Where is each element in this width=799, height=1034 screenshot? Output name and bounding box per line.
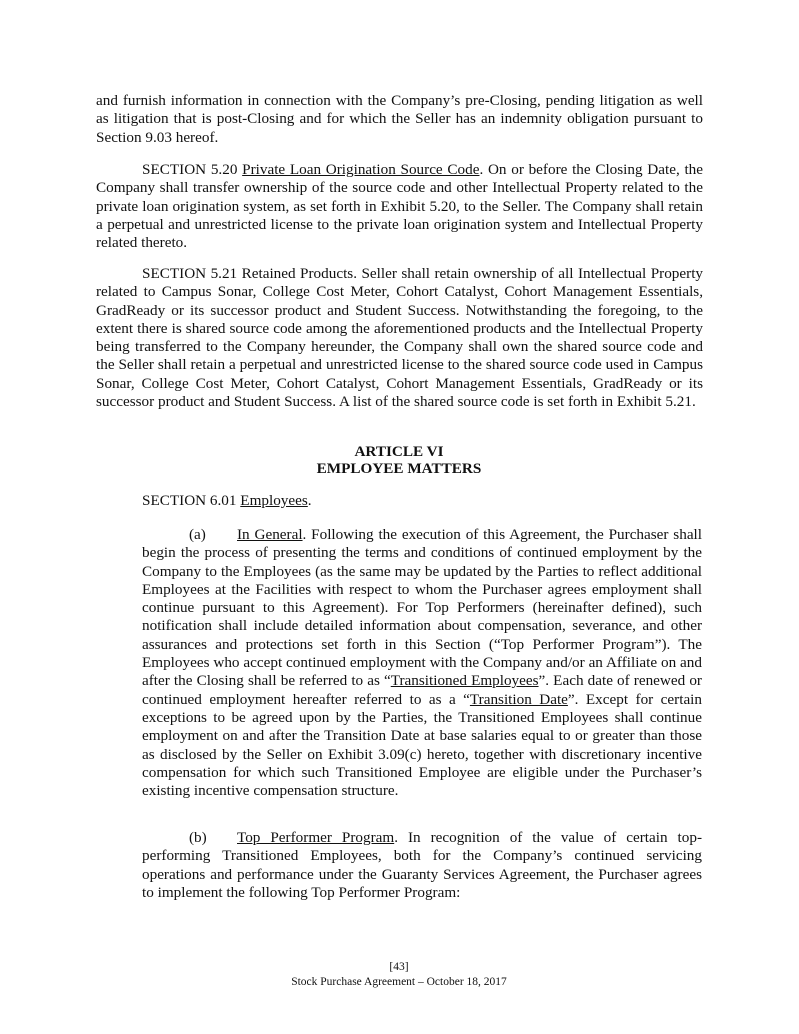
section-6-01-number: SECTION 6.01: [142, 492, 237, 509]
section-5-20: [96, 161, 703, 252]
section-5-20-heading: Private Loan Origination Source Code: [242, 161, 480, 178]
section-5-20-text: . On or before the Closing Date, the Company shall transfer ownership of the source code and other Intellectual Property related to the private loan origination system, as set forth in Exhibit 5.20, to the Seller. The Company shall retain a perpetual and unrestricted license to the private loan origination system and Intellectual Property related thereto.: [96, 161, 704, 252]
article-title: EMPLOYEE MATTERS: [316, 460, 482, 477]
section-6-01: SECTION 6.01 Employees.: [142, 492, 312, 509]
section-5-21-text: Retained Products. Seller shall retain ownership of all Intellectual Property related to Campus Sonar, College Cost Meter, Cohort Catalyst, Cohort Management Essentials, GradReady or its successor product and Student Success. Notwithstanding the foregoing, to the extent there is shared source code among the aforementioned products and the Intellectual Property being transferred to the Company hereunder, the Company shall own the shared source code and the Seller shall retain a perpetual and unrestricted license to the shared source code used in Campus Sonar, College Cost Meter, Cohort Catalyst, Cohort Management Essentials, GradReady or its successor product and Student Success. A list of the shared source code is set forth in Exhibit 5.21.: [96, 265, 704, 411]
defined-term-transition-date: Transition Date: [469, 690, 568, 708]
article-number: ARTICLE VI: [354, 443, 444, 460]
section-5-21-number: SECTION 5.21: [142, 265, 238, 282]
intro-text: and furnish information in connection with the Company’s pre-Closing, pending litigation as well as litigation that is post-Closing and for which the Seller has an indemnity obligation pursuant to Section 9.03 hereof.: [96, 92, 703, 146]
section-5-20-number: SECTION 5.20: [142, 161, 238, 178]
paragraph-b: (b) Top Performer Program. In recognition of the value of certain top-performing Transitioned Employees, both for the Company’s continued servicing operations and performance under the Guaranty Services Agreement, the Purchaser agrees to implement the following Top Performer Program:: [142, 829, 703, 901]
paragraph-a-heading: In General: [237, 526, 303, 543]
defined-term-transitioned-employees: Transitioned Employees: [390, 672, 539, 690]
paragraph-b-label: (b): [189, 829, 207, 846]
paragraph-b-heading: Top Performer Program: [237, 829, 395, 846]
paragraph-a-label: (a): [189, 526, 206, 543]
section-6-01-heading: Employees: [240, 492, 308, 509]
page-number: [43]: [389, 961, 409, 973]
footer-document-title: Stock Purchase Agreement – October 18, 2017: [291, 976, 507, 988]
intro-paragraph: [96, 92, 703, 147]
section-5-21: [96, 265, 703, 411]
paragraph-a: (a) In General. Following the execution of this Agreement, the Purchaser shall begin the process of presenting the terms and conditions of continued employment by the Company to the Employees (as the same may be updated by the Parties to reflect additional Employees at the Facilities with respect to whom the Purchaser agrees employment shall continue pursuant to this Agreement). For Top Performers (hereinafter defined), such notification shall include detailed information about compensation, severance, and other assurances and protections set forth in this Section (“Top Performer Program”). The Employees who accept continued employment with the Company and/or an Affiliate on and after the Closing shall be referred to as “Transitioned Employees”. Each date of renewed or continued employment hereafter referred to as a “Transition Date”. Except for certain exceptions to be agreed upon by the Parties, the Transitioned Employees shall continue employment on and after the Transition Date at base salaries equal to or greater than those as disclosed by the Seller on Exhibit 3.09(c) hereto, together with discretionary incentive compensation for which such Transitioned Employee are eligible under the Purchaser’s existing incentive compensation structure.: [142, 526, 702, 800]
